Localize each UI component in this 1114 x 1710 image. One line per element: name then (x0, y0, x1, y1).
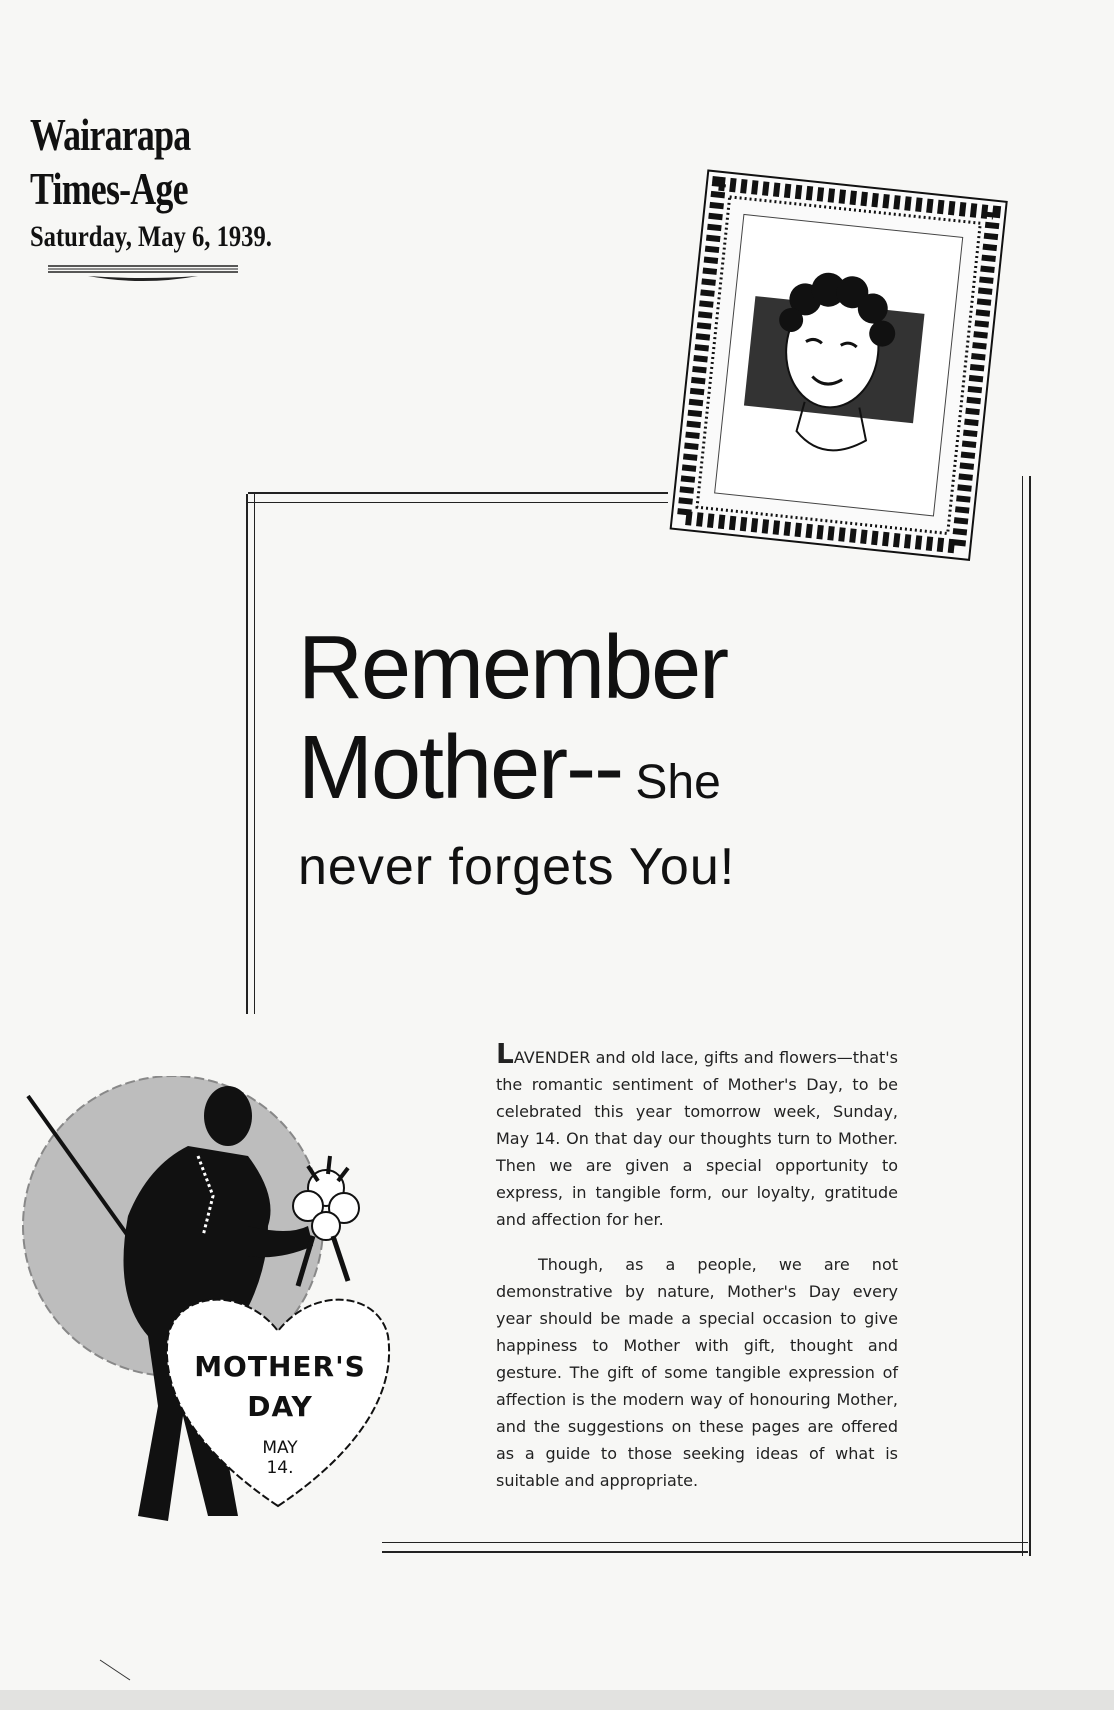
heart-text-line2: DAY (247, 1390, 313, 1423)
heart-text-line4: 14. (266, 1458, 294, 1478)
headline (298, 620, 735, 897)
article-body (496, 1037, 898, 1512)
framed-woman-portrait-icon (668, 166, 1024, 578)
masthead (30, 108, 325, 256)
masthead-title-line1: Wairarapa (30, 109, 191, 160)
article-paragraph-1-text: AVENDER and old lace, gifts and flowers—that's the romantic sentiment of Mother's Day, to be celebrated this year tomorrow week, Sunday, May 14. On that day our thoughts turn to Mother. Then we are given a special opportunity to express, in tangible form, our loyalty, gratitude and affection for her. (496, 1048, 898, 1229)
headline-line2-big: Mother-- (298, 718, 623, 818)
frame-rule-top (248, 492, 668, 503)
heart-text-line1: MOTHER'S (194, 1350, 366, 1383)
frame-rule-left (246, 494, 255, 1014)
frame-rule-right (1022, 476, 1031, 1556)
article-paragraph-2: Though, as a people, we are not demonstrative by nature, Mother's Day every year should be made a special occasion to give happiness to Mother with gift, thought and gesture. The gift of some tangible expression of affection is the modern way of honouring Mother, and the suggestions on these pages are offered as a guide to those seeking ideas of what is suitable and appropriate. (496, 1255, 898, 1490)
headline-line3: never forgets You! (298, 838, 736, 896)
article-paragraph-1 (496, 1037, 898, 1233)
headline-line2-small: She (622, 756, 721, 809)
headline-line1: Remember (298, 618, 728, 718)
masthead-title-line2: Times-Age (30, 163, 188, 214)
headline-line2 (298, 720, 735, 831)
drop-cap: L (496, 1037, 514, 1070)
masthead-ornament-rule (48, 264, 238, 284)
frame-rule-bottom (382, 1542, 1028, 1553)
masthead-date: Saturday, May 6, 1939. (30, 220, 272, 253)
gentleman-with-bouquet-icon (8, 1076, 398, 1542)
paper-speckle-strip (0, 1650, 1114, 1710)
heart-text-line3: MAY (262, 1438, 298, 1458)
